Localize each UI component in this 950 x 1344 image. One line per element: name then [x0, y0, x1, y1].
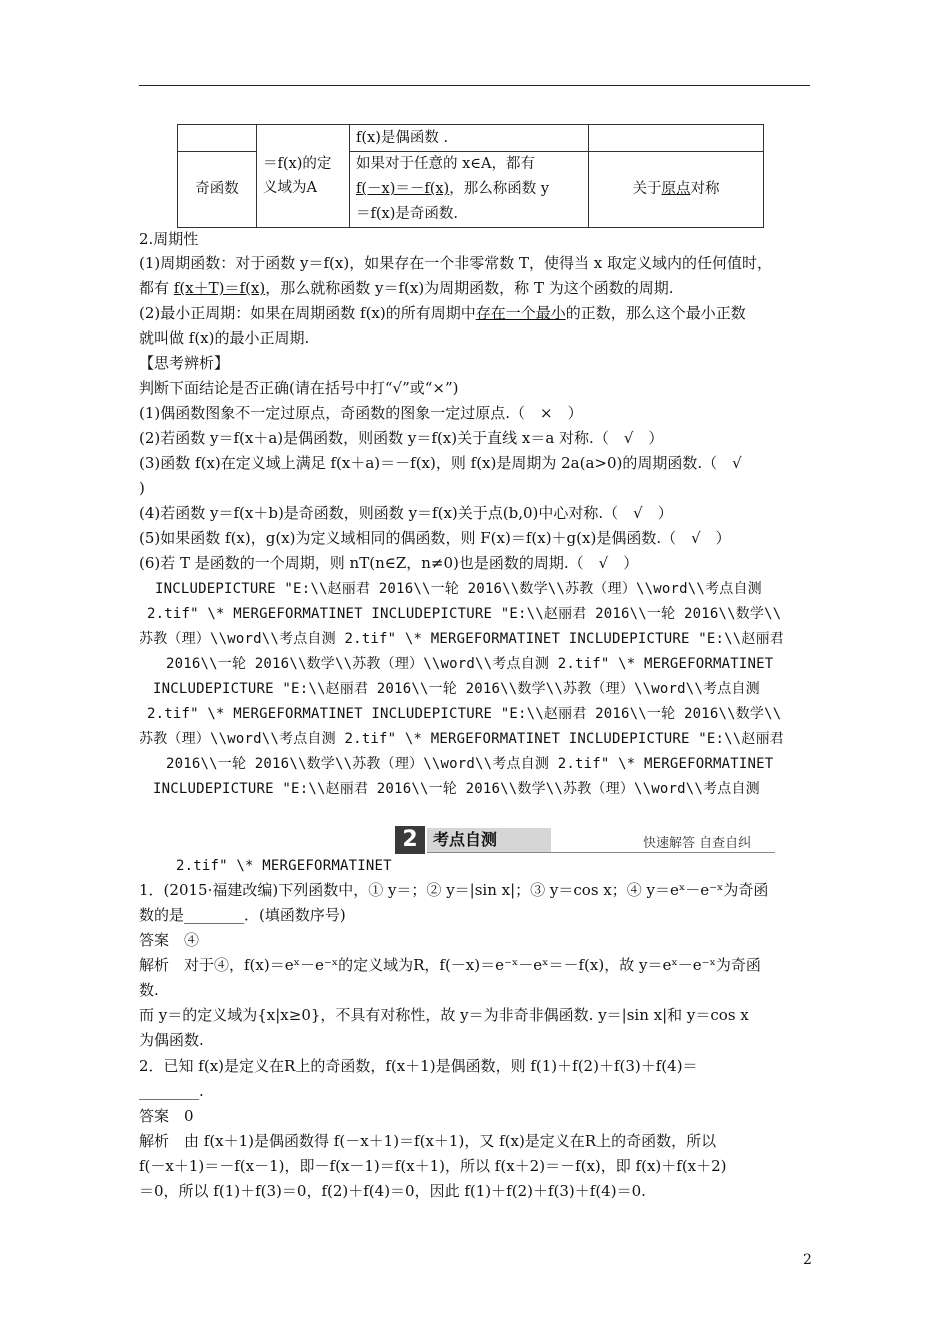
text-span: ，那么就称函数 y＝f(x)为周期函数，称 T 为这个函数的周期. — [265, 279, 674, 297]
list-item: (1)偶函数图象不一定过原点，奇函数的图象一定过原点.（ × ） — [139, 404, 583, 422]
table-cell-domain: ＝f(x)的定义域为A — [257, 125, 350, 228]
analysis-line: 解析 由 f(x＋1)是偶函数得 f(－x＋1)＝f(x＋1)，又 f(x)是定义在R上的奇函数，所以 — [139, 1132, 717, 1150]
odd-def-condition: f(－x)＝－f(x) — [356, 181, 450, 197]
field-code-line: 2016\\一轮 2016\\数学\\苏教（理）\\word\\考点自测 2.tif" \* MERGEFORMATINET — [166, 656, 774, 672]
symmetry-c: 对称 — [690, 181, 720, 197]
table-cell-odd-def — [350, 152, 589, 228]
field-code-line: 苏教（理）\\word\\考点自测 2.tif" \* MERGEFORMATINET INCLUDEPICTURE "E:\\赵丽君 — [139, 731, 784, 747]
paragraph-line — [139, 277, 674, 299]
analysis-line: ＝0，所以 f(1)＋f(3)＝0，f(2)＋f(4)＝0，因此 f(1)＋f(2)＋f(3)＋f(4)＝0. — [139, 1182, 646, 1200]
field-code-line: 2.tif" \* MERGEFORMATINET INCLUDEPICTURE "E:\\赵丽君 2016\\一轮 2016\\数学\\ — [147, 706, 782, 722]
list-item: (6)若 T 是函数的一个周期，则 nT(n∈Z，n≠0)也是函数的周期.（ √ ） — [139, 554, 639, 572]
odd-def-line2 — [356, 177, 582, 202]
section-number-badge: 2 — [395, 826, 425, 854]
underlined-text: f(x＋T)＝f(x) — [173, 279, 266, 297]
field-code-line: INCLUDEPICTURE "E:\\赵丽君 2016\\一轮 2016\\数学\\苏教（理）\\word\\考点自测 — [153, 781, 760, 797]
question-line: ________. — [139, 1082, 204, 1100]
table-cell-odd-name: 奇函数 — [178, 152, 257, 228]
field-code-line: 2016\\一轮 2016\\数学\\苏教（理）\\word\\考点自测 2.tif" \* MERGEFORMATINET — [166, 756, 774, 772]
field-code-line: INCLUDEPICTURE "E:\\赵丽君 2016\\一轮 2016\\数学\\苏教（理）\\word\\考点自测 — [153, 681, 760, 697]
analysis-line: 解析 对于④，f(x)＝eˣ－e⁻ˣ的定义域为R，f(－x)＝e⁻ˣ－eˣ＝－f(x)，故 y＝eˣ－e⁻ˣ为奇函 — [139, 956, 761, 974]
field-code-line: 2.tif" \* MERGEFORMATINET — [176, 858, 392, 874]
text-span: 都有 — [139, 279, 174, 297]
list-item: (2)若函数 y＝f(x＋a)是偶函数，则函数 y＝f(x)关于直线 x＝a 对称.（ √ ） — [139, 429, 664, 447]
page-number: 2 — [803, 1252, 812, 1268]
table-row — [178, 125, 764, 152]
section-banner — [395, 826, 775, 854]
text-span: (2)最小正周期：如果在周期函数 f(x)的所有周期中 — [139, 304, 476, 322]
section-title: 考点自测 — [427, 828, 551, 852]
section-heading: 【思考辨析】 — [139, 354, 230, 372]
list-item: (4)若函数 y＝f(x＋b)是奇函数，则函数 y＝f(x)关于点(b,0)中心对称.（ √ ） — [139, 504, 673, 522]
symmetry-a: 关于 — [632, 181, 662, 197]
odd-def-line1: 如果对于任意的 x∈A，都有 — [356, 156, 535, 172]
odd-def-line2b: ，那么称函数 y — [449, 181, 550, 197]
field-code-line: INCLUDEPICTURE "E:\\赵丽君 2016\\一轮 2016\\数学\\苏教（理）\\word\\考点自测 — [155, 581, 762, 597]
paragraph-line: (1)周期函数：对于函数 y＝f(x)，如果存在一个非零常数 T，使得当 x 取定义域内的任何值时， — [139, 254, 772, 272]
list-item: ) — [139, 479, 145, 497]
symmetry-origin: 原点 — [661, 181, 691, 197]
table-cell-empty — [178, 125, 257, 152]
paragraph-line: 判断下面结论是否正确(请在括号中打“√”或“×”) — [139, 379, 459, 397]
answer-line: 答案 0 — [139, 1107, 194, 1125]
list-item: (5)如果函数 f(x)，g(x)为定义域相同的偶函数，则 F(x)＝f(x)＋g(x)是偶函数.（ √ ） — [139, 529, 731, 547]
underlined-text: 存在一个最小 — [475, 304, 566, 322]
text-span: 的正数，那么这个最小正数 — [565, 304, 746, 322]
field-code-line: 苏教（理）\\word\\考点自测 2.tif" \* MERGEFORMATINET INCLUDEPICTURE "E:\\赵丽君 — [139, 631, 784, 647]
section-heading: 2.周期性 — [139, 230, 199, 248]
question-line: 数的是________．(填函数序号) — [139, 906, 346, 924]
section-subtitle: 快速解答 自查自纠 — [643, 836, 752, 851]
paragraph-line: 就叫做 f(x)的最小正周期. — [139, 329, 310, 347]
list-item: (3)函数 f(x)在定义域上满足 f(x＋a)＝－f(x)，则 f(x)是周期为 2a(a>0)的周期函数.（ √ — [139, 454, 742, 472]
table-cell-empty — [589, 125, 764, 152]
answer-line: 答案 ④ — [139, 931, 200, 949]
table-cell-symmetry — [589, 152, 764, 228]
header-rule — [139, 85, 810, 86]
analysis-line: 而 y＝的定义域为{x|x≥0}，不具有对称性，故 y＝为非奇非偶函数. y＝|sin x|和 y＝cos x — [139, 1006, 749, 1024]
field-code-line: 2.tif" \* MERGEFORMATINET INCLUDEPICTURE "E:\\赵丽君 2016\\一轮 2016\\数学\\ — [147, 606, 782, 622]
table-cell-even-def: f(x)是偶函数 . — [350, 125, 589, 152]
odd-def-line3: ＝f(x)是奇函数. — [356, 206, 458, 222]
question-line: 2．已知 f(x)是定义在R上的奇函数，f(x＋1)是偶函数，则 f(1)＋f(2)＋f(3)＋f(4)＝ — [139, 1057, 698, 1075]
paragraph-line — [139, 302, 746, 324]
parity-table — [177, 124, 764, 228]
question-line: 1．(2015·福建改编)下列函数中，① y＝；② y＝|sin x|；③ y＝cos x；④ y＝eˣ－e⁻ˣ为奇函 — [139, 881, 769, 899]
analysis-line: 为偶函数. — [139, 1031, 204, 1049]
analysis-line: 数. — [139, 981, 159, 999]
banner-rule — [427, 852, 775, 853]
analysis-line: f(－x＋1)＝－f(x－1)，即－f(x－1)＝f(x＋1)，所以 f(x＋2)＝－f(x)，即 f(x)＋f(x＋2) — [139, 1157, 727, 1175]
